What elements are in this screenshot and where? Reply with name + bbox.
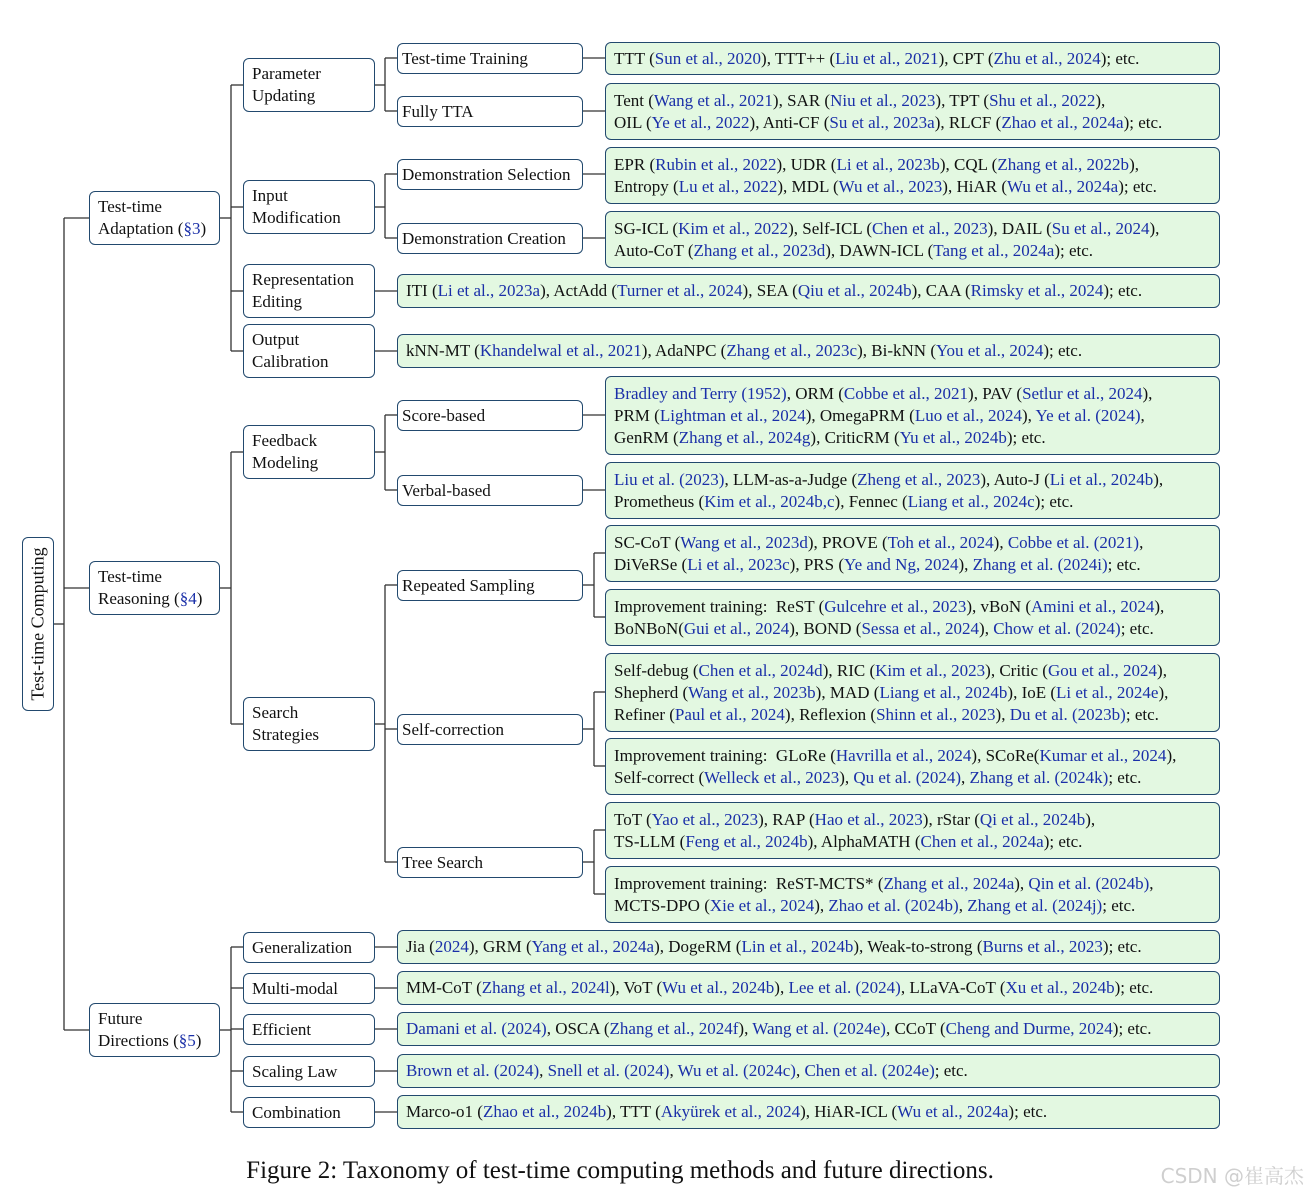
method-label: Tree Search xyxy=(402,852,484,872)
citation-ref[interactable]: Qin et al. (2024b) xyxy=(1028,873,1150,893)
citation-ref[interactable]: Wang et al., 2021 xyxy=(653,90,773,110)
citation-ref[interactable]: Wang et al. (2024e) xyxy=(752,1019,886,1038)
leaf-demonstration-creation xyxy=(605,211,1220,268)
citation-ref[interactable]: Kumar et al., 2024 xyxy=(1039,745,1167,765)
leaf-verbal-based xyxy=(605,462,1220,519)
category-test-time-reasoning xyxy=(89,561,220,615)
citation-ref[interactable]: Yao et al., 2023 xyxy=(651,809,759,829)
citation-ref[interactable]: You et al., 2024 xyxy=(935,341,1044,360)
leaf-text: Bradley and Terry (1952), ORM (Cobbe et al., 2021), PAV (Setlur et al., 2024), PRM (Lightman et al., 2024), OmegaPRM (Luo et al., 2024), Ye et al. (2024), GenRM (Zhang et al., 2024g), CriticRM (Yu et al., 2024b); etc. xyxy=(614,383,1153,447)
leaf-text: Liu et al. (2023), LLM-as-a-Judge (Zheng et al., 2023), Auto-J (Li et al., 2024b), Prometheus (Kim et al., 2024b,c), Fennec (Liang et al., 2024c); etc. xyxy=(614,469,1164,511)
subcat-multi-modal xyxy=(243,973,375,1004)
citation-ref[interactable]: Sun et al., 2020 xyxy=(654,48,762,68)
citation-ref[interactable]: Zhang et al. (2024i) xyxy=(972,554,1108,574)
citation-ref[interactable]: Damani et al. (2024) xyxy=(406,1019,547,1038)
subcat-label: Efficient xyxy=(252,1019,312,1039)
leaf-tree-search-methods xyxy=(605,802,1220,859)
subcat-parameter-updating xyxy=(243,58,375,112)
citation-ref[interactable]: Zhang et al., 2024g xyxy=(678,427,811,447)
leaf-text: SG-ICL (Kim et al., 2022), Self-ICL (Chen et al., 2023), DAIL (Su et al., 2024), Auto-CoT (Zhang et al., 2023d), DAWN-ICL (Tang et al., 2024a); etc. xyxy=(614,218,1160,260)
leaf-combination xyxy=(397,1095,1220,1129)
subcat-scaling-law xyxy=(243,1056,375,1087)
leaf-text: kNN-MT (Khandelwal et al., 2021), AdaNPC (Zhang et al., 2023c), Bi-kNN (You et al., 2024); etc. xyxy=(406,341,1083,360)
method-demonstration-selection xyxy=(397,159,583,190)
subcat-input-modification xyxy=(243,180,375,234)
leaf-text: Brown et al. (2024), Snell et al. (2024), Wu et al. (2024c), Chen et al. (2024e); etc. xyxy=(406,1061,968,1080)
subcat-output-calibration xyxy=(243,324,375,378)
leaf-text: Improvement training: ReST (Gulcehre et al., 2023), vBoN (Amini et al., 2024), BoNBoN(Gui et al., 2024), BOND (Sessa et al., 2024), Chow et al. (2024); etc. xyxy=(614,596,1165,638)
subcat-label: Combination xyxy=(252,1102,341,1122)
citation-ref[interactable]: Niu et al., 2023 xyxy=(830,90,936,110)
leaf-text: SC-CoT (Wang et al., 2023d), PROVE (Toh et al., 2024), Cobbe et al. (2021), DiVeRSe (Li et al., 2023c), PRS (Ye and Ng, 2024), Zhang et al. (2024i); etc. xyxy=(614,532,1144,574)
subcat-efficient xyxy=(243,1014,375,1045)
leaf-text: Self-debug (Chen et al., 2024d), RIC (Kim et al., 2023), Critic (Gou et al., 2024), Shepherd (Wang et al., 2023b), MAD (Liang et al., 2024b), IoE (Li et al., 2024e), Refiner (Paul et al., 2024), Reflexion (Shinn et al., 2023), Du et al. (2023b); etc. xyxy=(614,660,1169,724)
method-label: Demonstration Selection xyxy=(402,164,571,184)
citation-ref[interactable]: Welleck et al., 2023 xyxy=(704,767,840,787)
leaf-text: Jia (2024), GRM (Yang et al., 2024a), DogeRM (Lin et al., 2024b), Weak-to-strong (Burns et al., 2023); etc. xyxy=(406,937,1142,956)
citation-ref[interactable]: Wang et al., 2023b xyxy=(688,682,816,702)
citation-ref[interactable]: Li et al., 2023b xyxy=(836,154,940,174)
citation-ref[interactable]: Lin et al., 2024b xyxy=(741,937,854,956)
leaf-text: EPR (Rubin et al., 2022), UDR (Li et al., 2023b), CQL (Zhang et al., 2022b), Entropy (Lu et al., 2022), MDL (Wu et al., 2023), HiAR (Wu et al., 2024a); etc. xyxy=(614,154,1157,196)
citation-ref[interactable]: Zheng et al., 2023 xyxy=(857,469,981,489)
leaf-generalization xyxy=(397,930,1220,964)
citation-ref[interactable]: Cobbe et al., 2021 xyxy=(843,383,969,403)
leaf-efficient xyxy=(397,1012,1220,1046)
citation-ref[interactable]: Kim et al., 2023 xyxy=(875,660,986,680)
method-repeated-sampling xyxy=(397,570,583,601)
citation-ref[interactable]: Lu et al., 2022 xyxy=(678,176,778,196)
subcat-label: Search Strategies xyxy=(252,703,320,744)
citation-ref[interactable]: Li et al., 2024b xyxy=(1049,469,1154,489)
method-label: Self-correction xyxy=(402,719,504,739)
citation-ref[interactable]: Zhao et al., 2024b xyxy=(482,1102,607,1121)
citation-ref[interactable]: Zhang et al. (2024j) xyxy=(967,895,1103,915)
method-verbal-based xyxy=(397,475,583,506)
citation-ref[interactable]: 2024 xyxy=(434,937,469,956)
citation-ref[interactable]: Yang et al., 2024a xyxy=(531,937,655,956)
citation-ref[interactable]: Xie et al., 2024 xyxy=(709,895,815,915)
method-test-time-training xyxy=(397,43,583,74)
citation-ref[interactable]: Luo et al., 2024 xyxy=(914,405,1022,425)
leaf-score-based xyxy=(605,376,1220,455)
citation-ref[interactable]: Bradley and Terry (1952) xyxy=(614,383,787,403)
subcat-representation-editing xyxy=(243,264,375,318)
citation-ref[interactable]: Chen et al., 2024a xyxy=(920,831,1044,851)
citation-ref[interactable]: Lightman et al., 2024 xyxy=(659,405,806,425)
method-label: Demonstration Creation xyxy=(402,228,566,248)
citation-ref[interactable]: Cheng and Durme, 2024 xyxy=(945,1019,1113,1038)
method-tree-search xyxy=(397,847,583,878)
method-demonstration-creation xyxy=(397,223,583,254)
citation-ref[interactable]: Snell et al. (2024) xyxy=(547,1061,670,1080)
leaf-text: MM-CoT (Zhang et al., 2024l), VoT (Wu et al., 2024b), Lee et al. (2024), LLaVA-CoT (Xu et al., 2024b); etc. xyxy=(406,978,1154,997)
citation-ref[interactable]: Qu et al. (2024) xyxy=(853,767,962,787)
method-fully-tta xyxy=(397,96,583,127)
citation-ref[interactable]: Su et al., 2024 xyxy=(1051,218,1150,238)
citation-ref[interactable]: Li et al., 2023a xyxy=(437,281,541,300)
citation-ref[interactable]: Gou et al., 2024 xyxy=(1047,660,1158,680)
subcat-label: Output Calibration xyxy=(252,330,329,371)
citation-ref[interactable]: Zhang et al., 2022b xyxy=(997,154,1130,174)
citation-ref[interactable]: Shinn et al., 2023 xyxy=(876,704,996,724)
leaf-text: Damani et al. (2024), OSCA (Zhang et al., 2024f), Wang et al. (2024e), CCoT (Cheng and Durme, 2024); etc. xyxy=(406,1019,1152,1038)
leaf-repeated-sampling-training xyxy=(605,589,1220,646)
citation-ref[interactable]: Rimsky et al., 2024 xyxy=(970,281,1104,300)
citation-ref[interactable]: Kim et al., 2022 xyxy=(678,218,789,238)
leaf-representation-editing xyxy=(397,274,1220,308)
citation-ref[interactable]: Burns et al., 2023 xyxy=(982,937,1103,956)
method-score-based xyxy=(397,400,583,431)
citation-ref[interactable]: Zhang et al., 2024l xyxy=(481,978,610,997)
leaf-self-correction-methods xyxy=(605,653,1220,732)
citation-ref[interactable]: Amini et al., 2024 xyxy=(1031,596,1155,616)
leaf-text: Improvement training: GLoRe (Havrilla et al., 2024), SCoRe(Kumar et al., 2024), Self-correct (Welleck et al., 2023), Qu et al. (2024), Zhang et al. (2024k); etc. xyxy=(614,745,1177,787)
citation-ref[interactable]: Du et al. (2023b) xyxy=(1009,704,1126,724)
citation-ref[interactable]: Chow et al. (2024) xyxy=(993,618,1121,638)
citation-ref[interactable]: Zhu et al., 2024 xyxy=(993,48,1101,68)
citation-ref[interactable]: Wu et al. (2024c) xyxy=(677,1061,796,1080)
citation-ref[interactable]: Shu et al., 2022 xyxy=(989,90,1096,110)
leaf-text: Improvement training: ReST-MCTS* (Zhang et al., 2024a), Qin et al. (2024b), MCTS-DPO (Xie et al., 2024), Zhao et al. (2024b), Zhang et al. (2024j); etc. xyxy=(614,873,1154,915)
citation-ref[interactable]: Turner et al., 2024 xyxy=(617,281,743,300)
citation-ref[interactable]: Ye and Ng, 2024 xyxy=(844,554,959,574)
citation-ref[interactable]: Ye et al., 2022 xyxy=(651,112,750,132)
subcat-feedback-modeling xyxy=(243,425,375,479)
citation-ref[interactable]: Toh et al., 2024 xyxy=(887,532,994,552)
citation-ref[interactable]: Liang et al., 2024b xyxy=(879,682,1008,702)
citation-ref[interactable]: Qiu et al., 2024b xyxy=(797,281,912,300)
subcat-label: Feedback Modeling xyxy=(252,431,319,472)
subcat-combination xyxy=(243,1097,375,1128)
citation-ref[interactable]: Brown et al. (2024) xyxy=(406,1061,540,1080)
citation-ref[interactable]: Zhang et al., 2023c xyxy=(726,341,858,360)
citation-ref[interactable]: Gui et al., 2024 xyxy=(683,618,790,638)
citation-ref[interactable]: Zhao et al., 2024a xyxy=(1001,112,1124,132)
leaf-output-calibration xyxy=(397,334,1220,368)
citation-ref[interactable]: Hao et al., 2023 xyxy=(814,809,923,829)
leaf-text: TTT (Sun et al., 2020), TTT++ (Liu et al., 2021), CPT (Zhu et al., 2024); etc. xyxy=(614,48,1140,68)
watermark: CSDN @崔高杰 xyxy=(1160,1164,1304,1188)
leaf-fully-tta xyxy=(605,83,1220,140)
subcat-search-strategies xyxy=(243,697,375,751)
citation-ref[interactable]: §4 xyxy=(179,589,197,608)
citation-ref[interactable]: Khandelwal et al., 2021 xyxy=(479,341,642,360)
leaf-demonstration-selection xyxy=(605,147,1220,204)
method-label: Repeated Sampling xyxy=(402,575,535,595)
leaf-text: ITI (Li et al., 2023a), ActAdd (Turner et al., 2024), SEA (Qiu et al., 2024b), CAA (Rimsky et al., 2024); etc. xyxy=(406,281,1143,300)
category-label: Test-time Reasoning (§4) xyxy=(98,567,203,608)
citation-ref[interactable]: Chen et al., 2023 xyxy=(872,218,988,238)
category-label: Test-time Adaptation (§3) xyxy=(98,197,207,238)
citation-ref[interactable]: Zhang et al., 2023d xyxy=(693,240,826,260)
method-label: Fully TTA xyxy=(402,101,474,121)
leaf-text: Marco-o1 (Zhao et al., 2024b), TTT (Akyürek et al., 2024), HiAR-ICL (Wu et al., 2024a); etc. xyxy=(406,1102,1048,1121)
citation-ref[interactable]: Zhang et al., 2024f xyxy=(609,1019,739,1038)
citation-ref[interactable]: §5 xyxy=(178,1031,196,1050)
citation-ref[interactable]: Xu et al., 2024b xyxy=(1005,978,1115,997)
category-label: Future Directions (§5) xyxy=(98,1009,202,1050)
figure-caption: Figure 2: Taxonomy of test-time computing methods and future directions. xyxy=(246,1157,994,1184)
citation-ref[interactable]: Feng et al., 2024b xyxy=(685,831,808,851)
citation-ref[interactable]: Zhao et al. (2024b) xyxy=(828,895,959,915)
citation-ref[interactable]: Li et al., 2024e xyxy=(1056,682,1159,702)
citation-ref[interactable]: Qi et al., 2024b xyxy=(979,809,1086,829)
citation-ref[interactable]: Liu et al. (2023) xyxy=(614,469,725,489)
method-label: Verbal-based xyxy=(402,480,491,500)
citation-ref[interactable]: Wang et al., 2023d xyxy=(680,532,808,552)
citation-ref[interactable]: Sessa et al., 2024 xyxy=(861,618,980,638)
citation-ref[interactable]: Chen et al. (2024e) xyxy=(804,1061,935,1080)
leaf-test-time-training xyxy=(605,42,1220,75)
leaf-scaling-law xyxy=(397,1054,1220,1088)
citation-ref[interactable]: Rubin et al., 2022 xyxy=(655,154,777,174)
citation-ref[interactable]: Li et al., 2023c xyxy=(687,554,790,574)
citation-ref[interactable]: Zhang et al. (2024k) xyxy=(969,767,1109,787)
citation-ref[interactable]: Cobbe et al. (2021) xyxy=(1007,532,1140,552)
root-label: Test-time Computing xyxy=(27,547,48,701)
citation-ref[interactable]: Su et al., 2023a xyxy=(829,112,935,132)
citation-ref[interactable]: Zhang et al., 2024a xyxy=(883,873,1015,893)
citation-ref[interactable]: Setlur et al., 2024 xyxy=(1022,383,1143,403)
citation-ref[interactable]: Liu et al., 2021 xyxy=(835,48,939,68)
leaf-text: ToT (Yao et al., 2023), RAP (Hao et al., 2023), rStar (Qi et al., 2024b), TS-LLM (Feng et al., 2024b), AlphaMATH (Chen et al., 2024a); etc. xyxy=(614,809,1096,851)
subcat-label: Scaling Law xyxy=(252,1061,338,1081)
leaf-tree-search-training xyxy=(605,866,1220,923)
subcat-label: Input Modification xyxy=(252,186,341,227)
method-self-correction xyxy=(397,714,583,745)
citation-ref[interactable]: Kim et al., 2024b,c xyxy=(704,491,835,511)
citation-ref[interactable]: Ye et al. (2024) xyxy=(1035,405,1141,425)
citation-ref[interactable]: Havrilla et al., 2024 xyxy=(835,745,972,765)
citation-ref[interactable]: Chen et al., 2024d xyxy=(698,660,823,680)
leaf-text: Tent (Wang et al., 2021), SAR (Niu et al., 2023), TPT (Shu et al., 2022), OIL (Ye et al., 2022), Anti-CF (Su et al., 2023a), RLCF (Zhao et al., 2024a); etc. xyxy=(614,90,1163,132)
citation-ref[interactable]: Gulcehre et al., 2023 xyxy=(824,596,967,616)
citation-ref[interactable]: Liang et al., 2024c xyxy=(907,491,1035,511)
root-node xyxy=(22,537,54,711)
leaf-self-correction-training xyxy=(605,738,1220,795)
subcat-label: Generalization xyxy=(252,937,353,957)
subcat-label: Multi-modal xyxy=(252,978,338,998)
citation-ref[interactable]: Wu et al., 2023 xyxy=(838,176,943,196)
subcat-generalization xyxy=(243,932,375,963)
subcat-label: Parameter Updating xyxy=(252,64,321,105)
leaf-repeated-sampling-methods xyxy=(605,525,1220,582)
citation-ref[interactable]: Lee et al. (2024) xyxy=(788,978,901,997)
citation-ref[interactable]: Yu et al., 2024b xyxy=(899,427,1007,447)
citation-ref[interactable]: Wu et al., 2024b xyxy=(662,978,775,997)
method-label: Test-time Training xyxy=(402,48,528,68)
citation-ref[interactable]: Akyürek et al., 2024 xyxy=(660,1102,801,1121)
citation-ref[interactable]: Tang et al., 2024a xyxy=(933,240,1055,260)
subcat-label: Representation Editing xyxy=(252,270,354,311)
citation-ref[interactable]: Wu et al., 2024a xyxy=(897,1102,1009,1121)
category-test-time-adaptation xyxy=(89,191,220,245)
leaf-multi-modal xyxy=(397,971,1220,1005)
citation-ref[interactable]: §3 xyxy=(183,219,201,238)
citation-ref[interactable]: Wu et al., 2024a xyxy=(1007,176,1119,196)
method-label: Score-based xyxy=(402,405,486,425)
citation-ref[interactable]: Paul et al., 2024 xyxy=(674,704,785,724)
category-future-directions xyxy=(89,1003,220,1057)
